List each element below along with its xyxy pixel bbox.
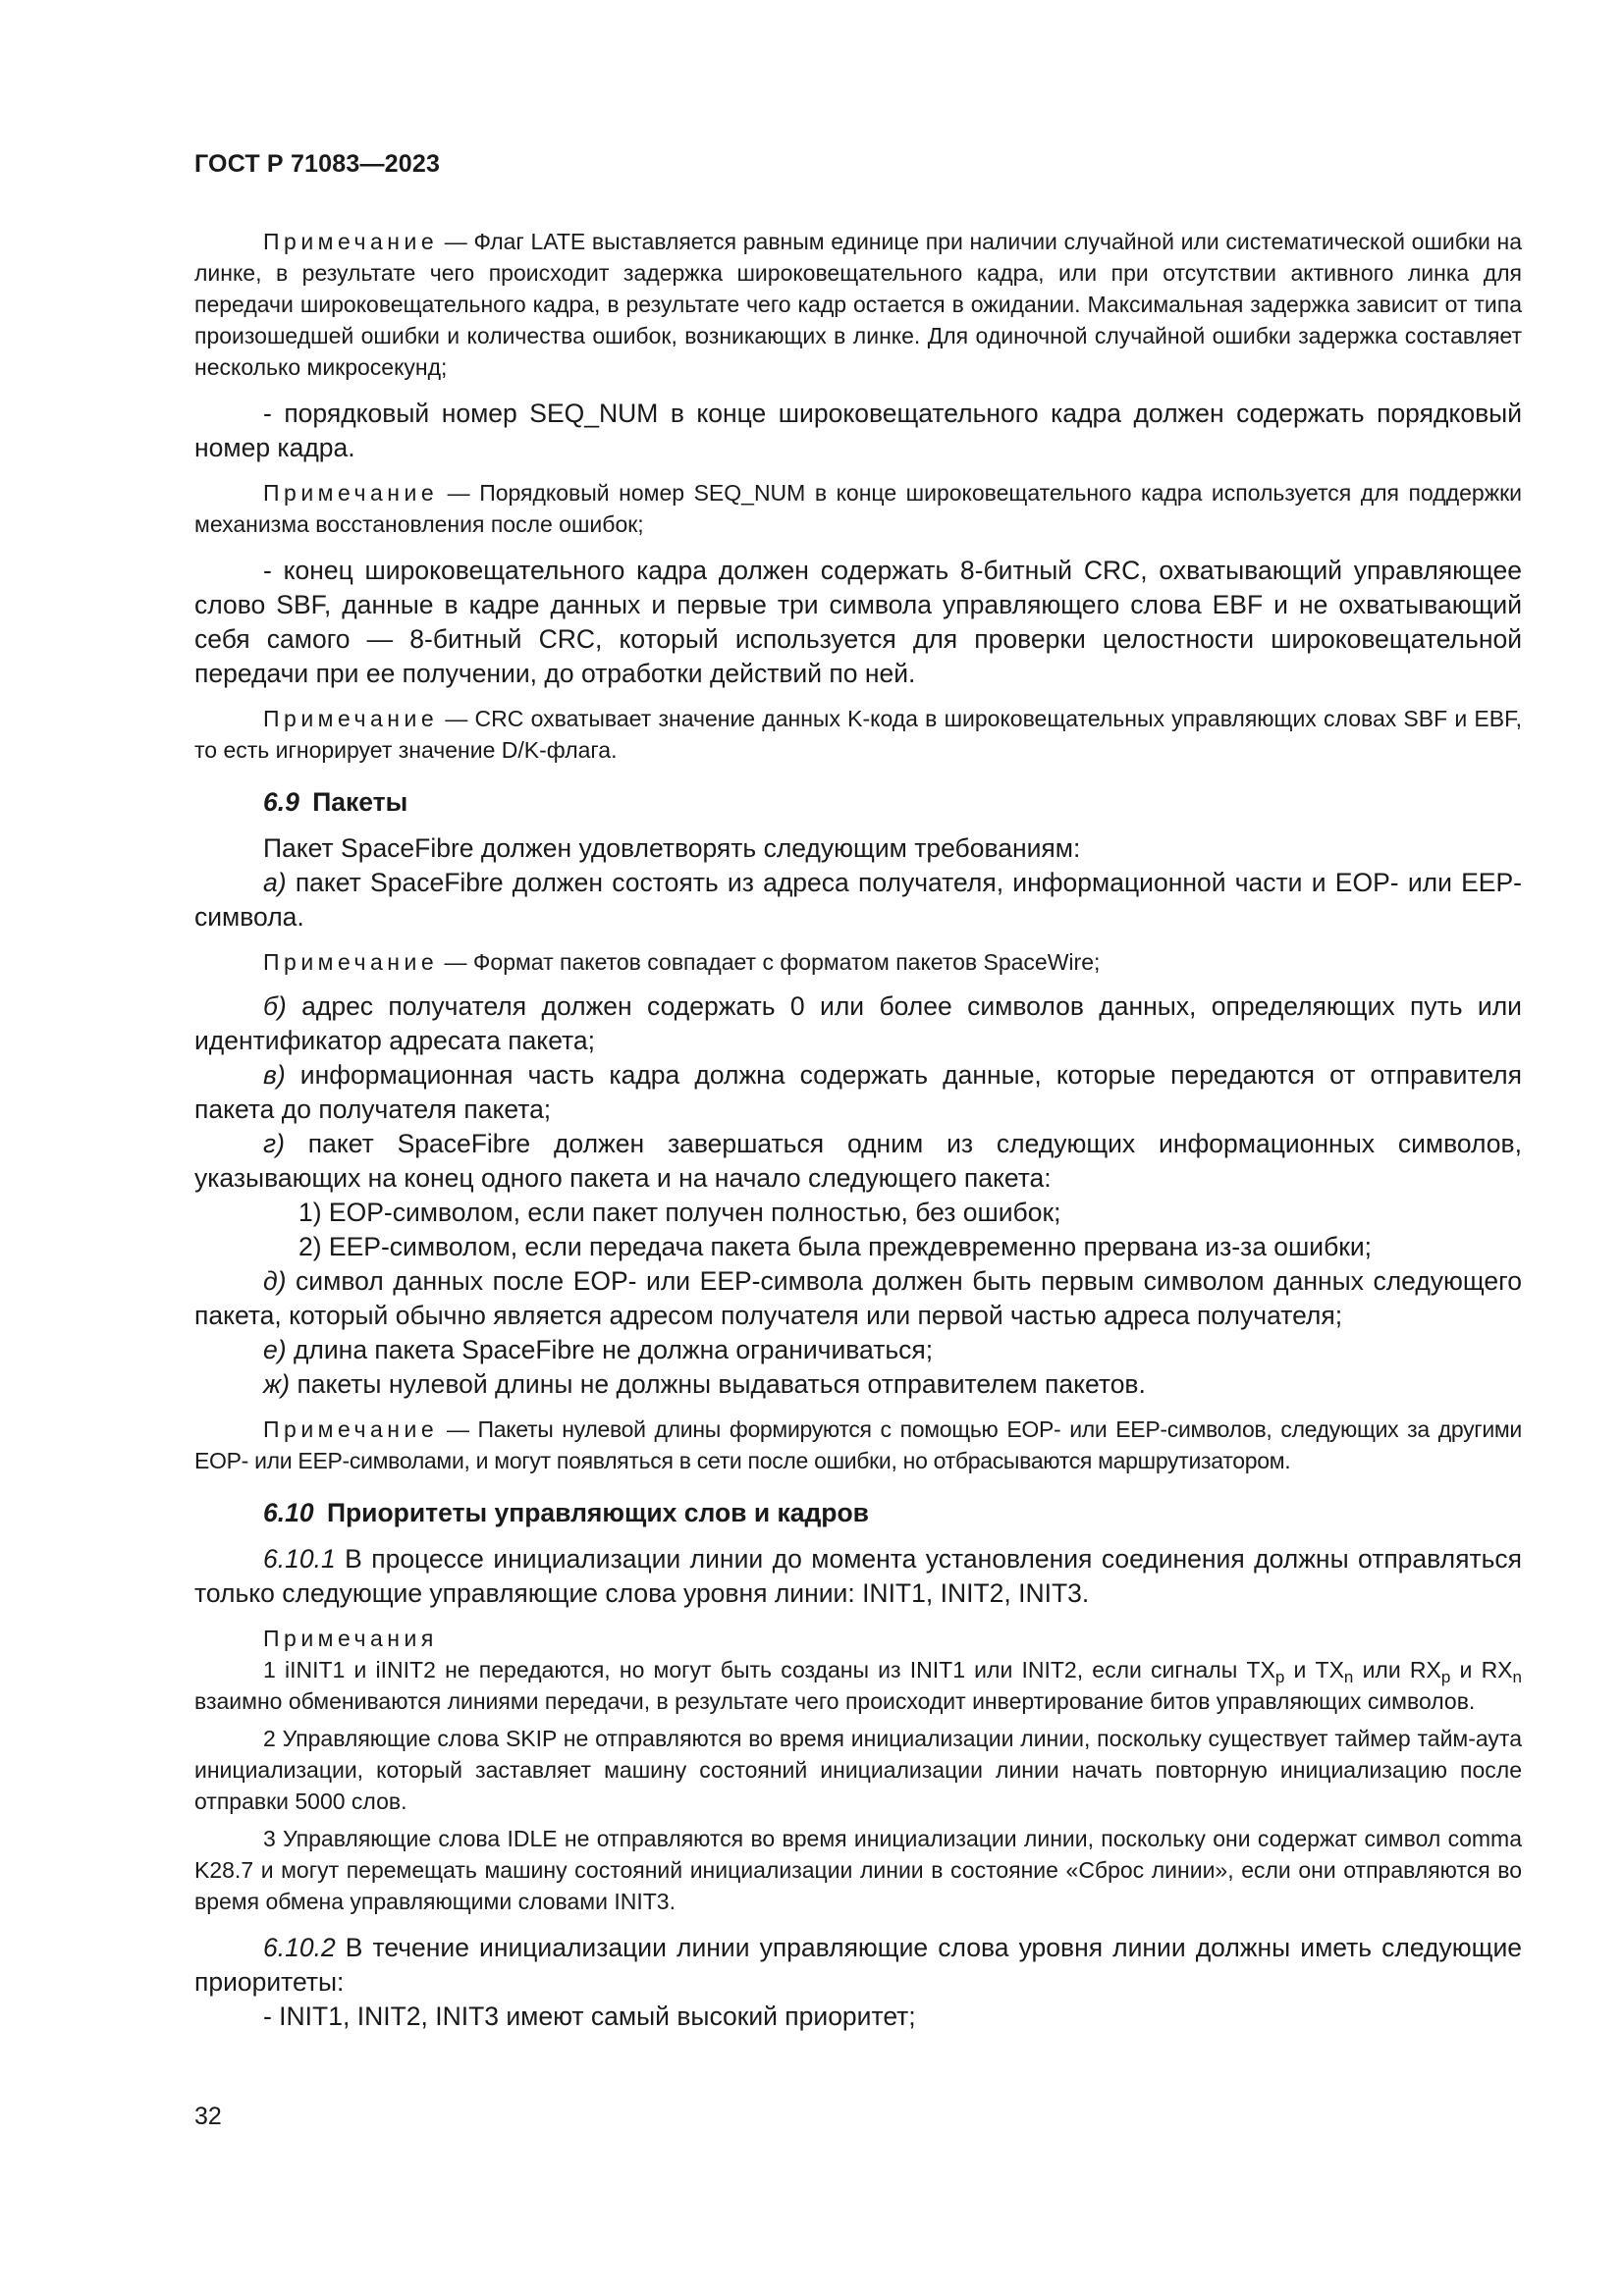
note-zero-length: Примечание — Пакеты нулевой длины формируются с помощью EOP- или EEP-символов, следующих за другими EOP- или EEP-символами, и могут появляться в сети после ошибки, но отбрасываются маршрутизатором. (194, 1416, 1522, 1473)
page-body (194, 147, 1522, 2034)
paragraph-6-10-2: 6.10.2 В течение инициализации линии управляющие слова уровня линии должны иметь следующие приоритеты: (194, 1933, 1522, 1997)
list-item-g-1: 1) EOP-символом, если пакет получен полностью, без ошибок; (298, 1198, 1061, 1227)
paragraph-seq-num: - порядковый номер SEQ_NUM в конце широковещательного кадра должен содержать порядковый номер кадра. (194, 399, 1522, 462)
note-2: 2 Управляющие слова SKIP не отправляются во время инициализации линии, поскольку существует таймер тайм-аута инициализации, который заставляет машину состояний инициализации линии начать повторную инициализацию после отправки 5000 слов. (194, 1726, 1522, 1814)
paragraph-init-priority: - INIT1, INIT2, INIT3 имеют самый высокий приоритет; (263, 2002, 916, 2031)
list-item-g: г) пакет SpaceFibre должен завершаться одним из следующих информационных символов, указывающих на конец одного пакета и на начало следующего пакета: (194, 1129, 1522, 1193)
notes-heading: Примечания (263, 1626, 438, 1651)
list-item-b: б) адрес получателя должен содержать 0 или более символов данных, определяющих путь или идентификатор адресата пакета; (194, 991, 1522, 1055)
note-format: Примечание — Формат пакетов совпадает с форматом пакетов SpaceWire; (263, 949, 1101, 975)
section-6-9-heading: 6.9 Пакеты (263, 787, 408, 817)
list-item-zh: ж) пакеты нулевой длины не должны выдаваться отправителем пакетов. (263, 1369, 1146, 1399)
note-1: 1 iINIT1 и iINIT2 не передаются, но могут быть созданы из INIT1 или INIT2, если сигналы $TX_p$ и $TX_n$ или $RX_p$ и $RX_n$ взаимно обмениваются линиями передачи, в результате чего происходит инвертирование битов управляющих символов. (194, 1657, 1522, 1714)
page-header: ГОСТ Р 71083—2023 (194, 150, 441, 178)
page-number: 32 (194, 2103, 222, 2130)
note-seq-num: Примечание — Порядковый номер SEQ_NUM в конце широковещательного кадра используется для поддержки механизма восстановления после ошибок; (194, 480, 1522, 537)
paragraph-6-10-1: 6.10.1 В процессе инициализации линии до момента установления соединения должны отправляться только следующие управляющие слова уровня линии: INIT1, INIT2, INIT3. (194, 1544, 1522, 1608)
list-item-v: в) информационная часть кадра должна содержать данные, которые передаются от отправителя пакета до получателя пакета; (194, 1060, 1522, 1124)
list-item-d: д) символ данных после EOP- или EEP-символа должен быть первым символом данных следующего пакета, который обычно является адресом получателя или первой частью адреса получателя; (194, 1266, 1522, 1330)
list-item-e: е) длина пакета SpaceFibre не должна ограничиваться; (263, 1335, 934, 1364)
note-label: Примечание (263, 229, 439, 254)
paragraph-packet-intro: Пакет SpaceFibre должен удовлетворять следующим требованиям: (263, 833, 1081, 863)
list-item-g-2: 2) EEP-символом, если передача пакета была преждевременно прервана из-за ошибки; (298, 1232, 1373, 1261)
section-6-10-heading: 6.10 Приоритеты управляющих слов и кадров (263, 1498, 869, 1527)
note-3: 3 Управляющие слова IDLE не отправляются во время инициализации линии, поскольку они содержат символ comma K28.7 и могут перемещать машину состояний инициализации линии в состояние «Сброс линии», если они отправляются во время обмена управляющими словами INIT3. (194, 1826, 1522, 1914)
paragraph-crc: - конец широковещательного кадра должен содержать 8-битный CRC, охватывающий управляющее слово SBF, данные в кадре данных и первые три символа управляющего слова EBF и не охватывающий себя самого — 8-битный CRC, который используется для проверки целостности широковещательной передачи при ее получении, до отработки действий по ней. (194, 556, 1522, 688)
note-crc: Примечание — CRC охватывает значение данных K-кода в широковещательных управляющих словах SBF и EBF, то есть игнорирует значение D/K-флага. (194, 706, 1522, 763)
note-late: Примечание — Флаг LATE выставляется равным единице при наличии случайной или систематической ошибки на линке, в результате чего происходит задержка широковещательного кадра, или при отсутствии активного линка для передачи широковещательного кадра, в результате чего кадр остается в ожидании. Максимальная задержка зависит от типа произошедшей ошибки и количества ошибок, возникающих в линке. Для одиночной случайной ошибки задержка составляет несколько микросекунд; (194, 229, 1523, 380)
list-item-a: а) пакет SpaceFibre должен состоять из адреса получателя, информационной части и EOP- или EEP-символа. (194, 868, 1522, 932)
